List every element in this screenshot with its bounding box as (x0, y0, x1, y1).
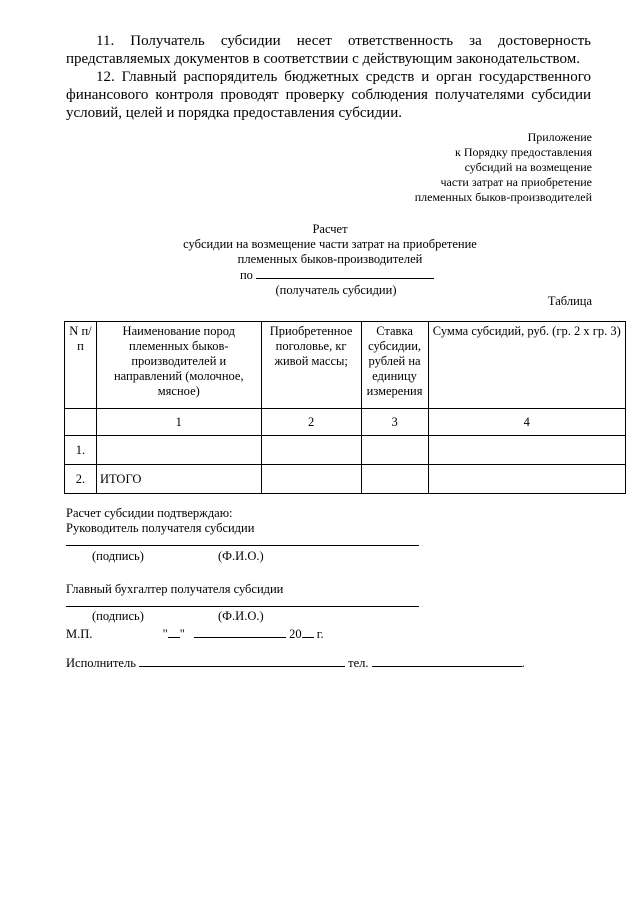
table-tag: Таблица (547, 294, 592, 308)
header-sum: Сумма субсидий, руб. (гр. 2 х гр. 3) (428, 322, 625, 409)
executor-field[interactable] (139, 654, 345, 667)
tel-label: тел. (348, 656, 369, 670)
appendix-line-2: к Порядку предоставления (454, 145, 592, 159)
month-field[interactable] (194, 625, 286, 638)
accountant-fio-hint: (Ф.И.О.) (218, 609, 264, 623)
table-number-row (65, 409, 626, 436)
appendix-line-5: племенных быков-производителей (414, 190, 592, 204)
year-field[interactable] (302, 625, 314, 638)
accountant-signature-line (66, 606, 222, 607)
head-signature-line (66, 545, 419, 546)
calc-title: Расчет (312, 222, 348, 236)
row-1-breed[interactable] (96, 436, 261, 465)
row-2-rate[interactable] (361, 465, 428, 494)
tel-field[interactable] (372, 654, 522, 667)
col-number-3: 3 (361, 409, 428, 436)
appendix-line-1: Приложение (527, 130, 592, 144)
confirm-label: Расчет субсидии подтверждаю: (66, 506, 233, 520)
recipient-line (150, 267, 510, 283)
row-2-livestock[interactable] (261, 465, 361, 494)
year-prefix: 20 (289, 627, 302, 641)
appendix-line-4: части затрат на приобретение (440, 175, 592, 189)
table-row (65, 436, 626, 465)
col-number-2: 2 (261, 409, 361, 436)
header-livestock: Приобретенное поголовье, кг живой массы; (261, 322, 361, 409)
paragraph-11: 11. Получатель субсидии несет ответственность за достоверность представляемых документов в соответствии с действующим законодательством. (66, 33, 591, 67)
accountant-sign-hint: (подпись) (92, 609, 144, 623)
calc-title-block (150, 222, 510, 298)
year-suffix: г. (316, 627, 324, 641)
table-header-row (65, 322, 626, 409)
header-number: N п/п (65, 322, 97, 409)
row-1-number: 1. (65, 436, 97, 465)
col-number-4: 4 (428, 409, 625, 436)
table-row (65, 465, 626, 494)
date-quote-open: " (162, 627, 168, 641)
executor-label: Исполнитель (66, 656, 136, 670)
row-2-total-label: ИТОГО (96, 465, 261, 494)
accountant-label: Главный бухгалтер получателя субсидии (66, 582, 284, 596)
po-label: по (239, 268, 253, 282)
calc-subtitle-2: племенных быков-производителей (237, 252, 423, 266)
row-1-sum[interactable] (428, 436, 625, 465)
stamp-date-line (66, 625, 324, 642)
header-breed-name: Наименование пород племенных быков-производителей и направлений (молочное, мясное) (96, 322, 261, 409)
head-fio-hint: (Ф.И.О.) (218, 549, 264, 563)
row-1-livestock[interactable] (261, 436, 361, 465)
calc-subtitle-1: субсидии на возмещение части затрат на приобретение (183, 237, 477, 251)
date-quote-close: " (179, 627, 185, 641)
col-number-1: 1 (96, 409, 261, 436)
head-label: Руководитель получателя субсидии (66, 521, 255, 535)
subsidy-table (64, 321, 626, 494)
mp-label: М.П. (66, 627, 93, 641)
accountant-fio-line (222, 606, 419, 607)
header-rate: Ставка субсидии, рублей на единицу измерения (361, 322, 428, 409)
recipient-field-line (256, 267, 434, 279)
paragraph-12: 12. Главный распорядитель бюджетных средств и орган государственного финансового контроля проводят проверку соблюдения получателями субсидии условий, целей и порядка предоставления субсидии. (66, 69, 591, 121)
executor-line (66, 654, 525, 671)
appendix-line-3: субсидий на возмещение (464, 160, 592, 174)
col-number-0 (65, 409, 97, 436)
end-dot: . (521, 656, 525, 670)
head-sign-hint: (подпись) (92, 549, 144, 563)
day-field[interactable] (168, 625, 180, 638)
row-1-rate[interactable] (361, 436, 428, 465)
appendix-header (292, 130, 592, 205)
recipient-hint: (получатель субсидии) (275, 283, 397, 297)
row-2-number: 2. (65, 465, 97, 494)
row-2-sum[interactable] (428, 465, 625, 494)
